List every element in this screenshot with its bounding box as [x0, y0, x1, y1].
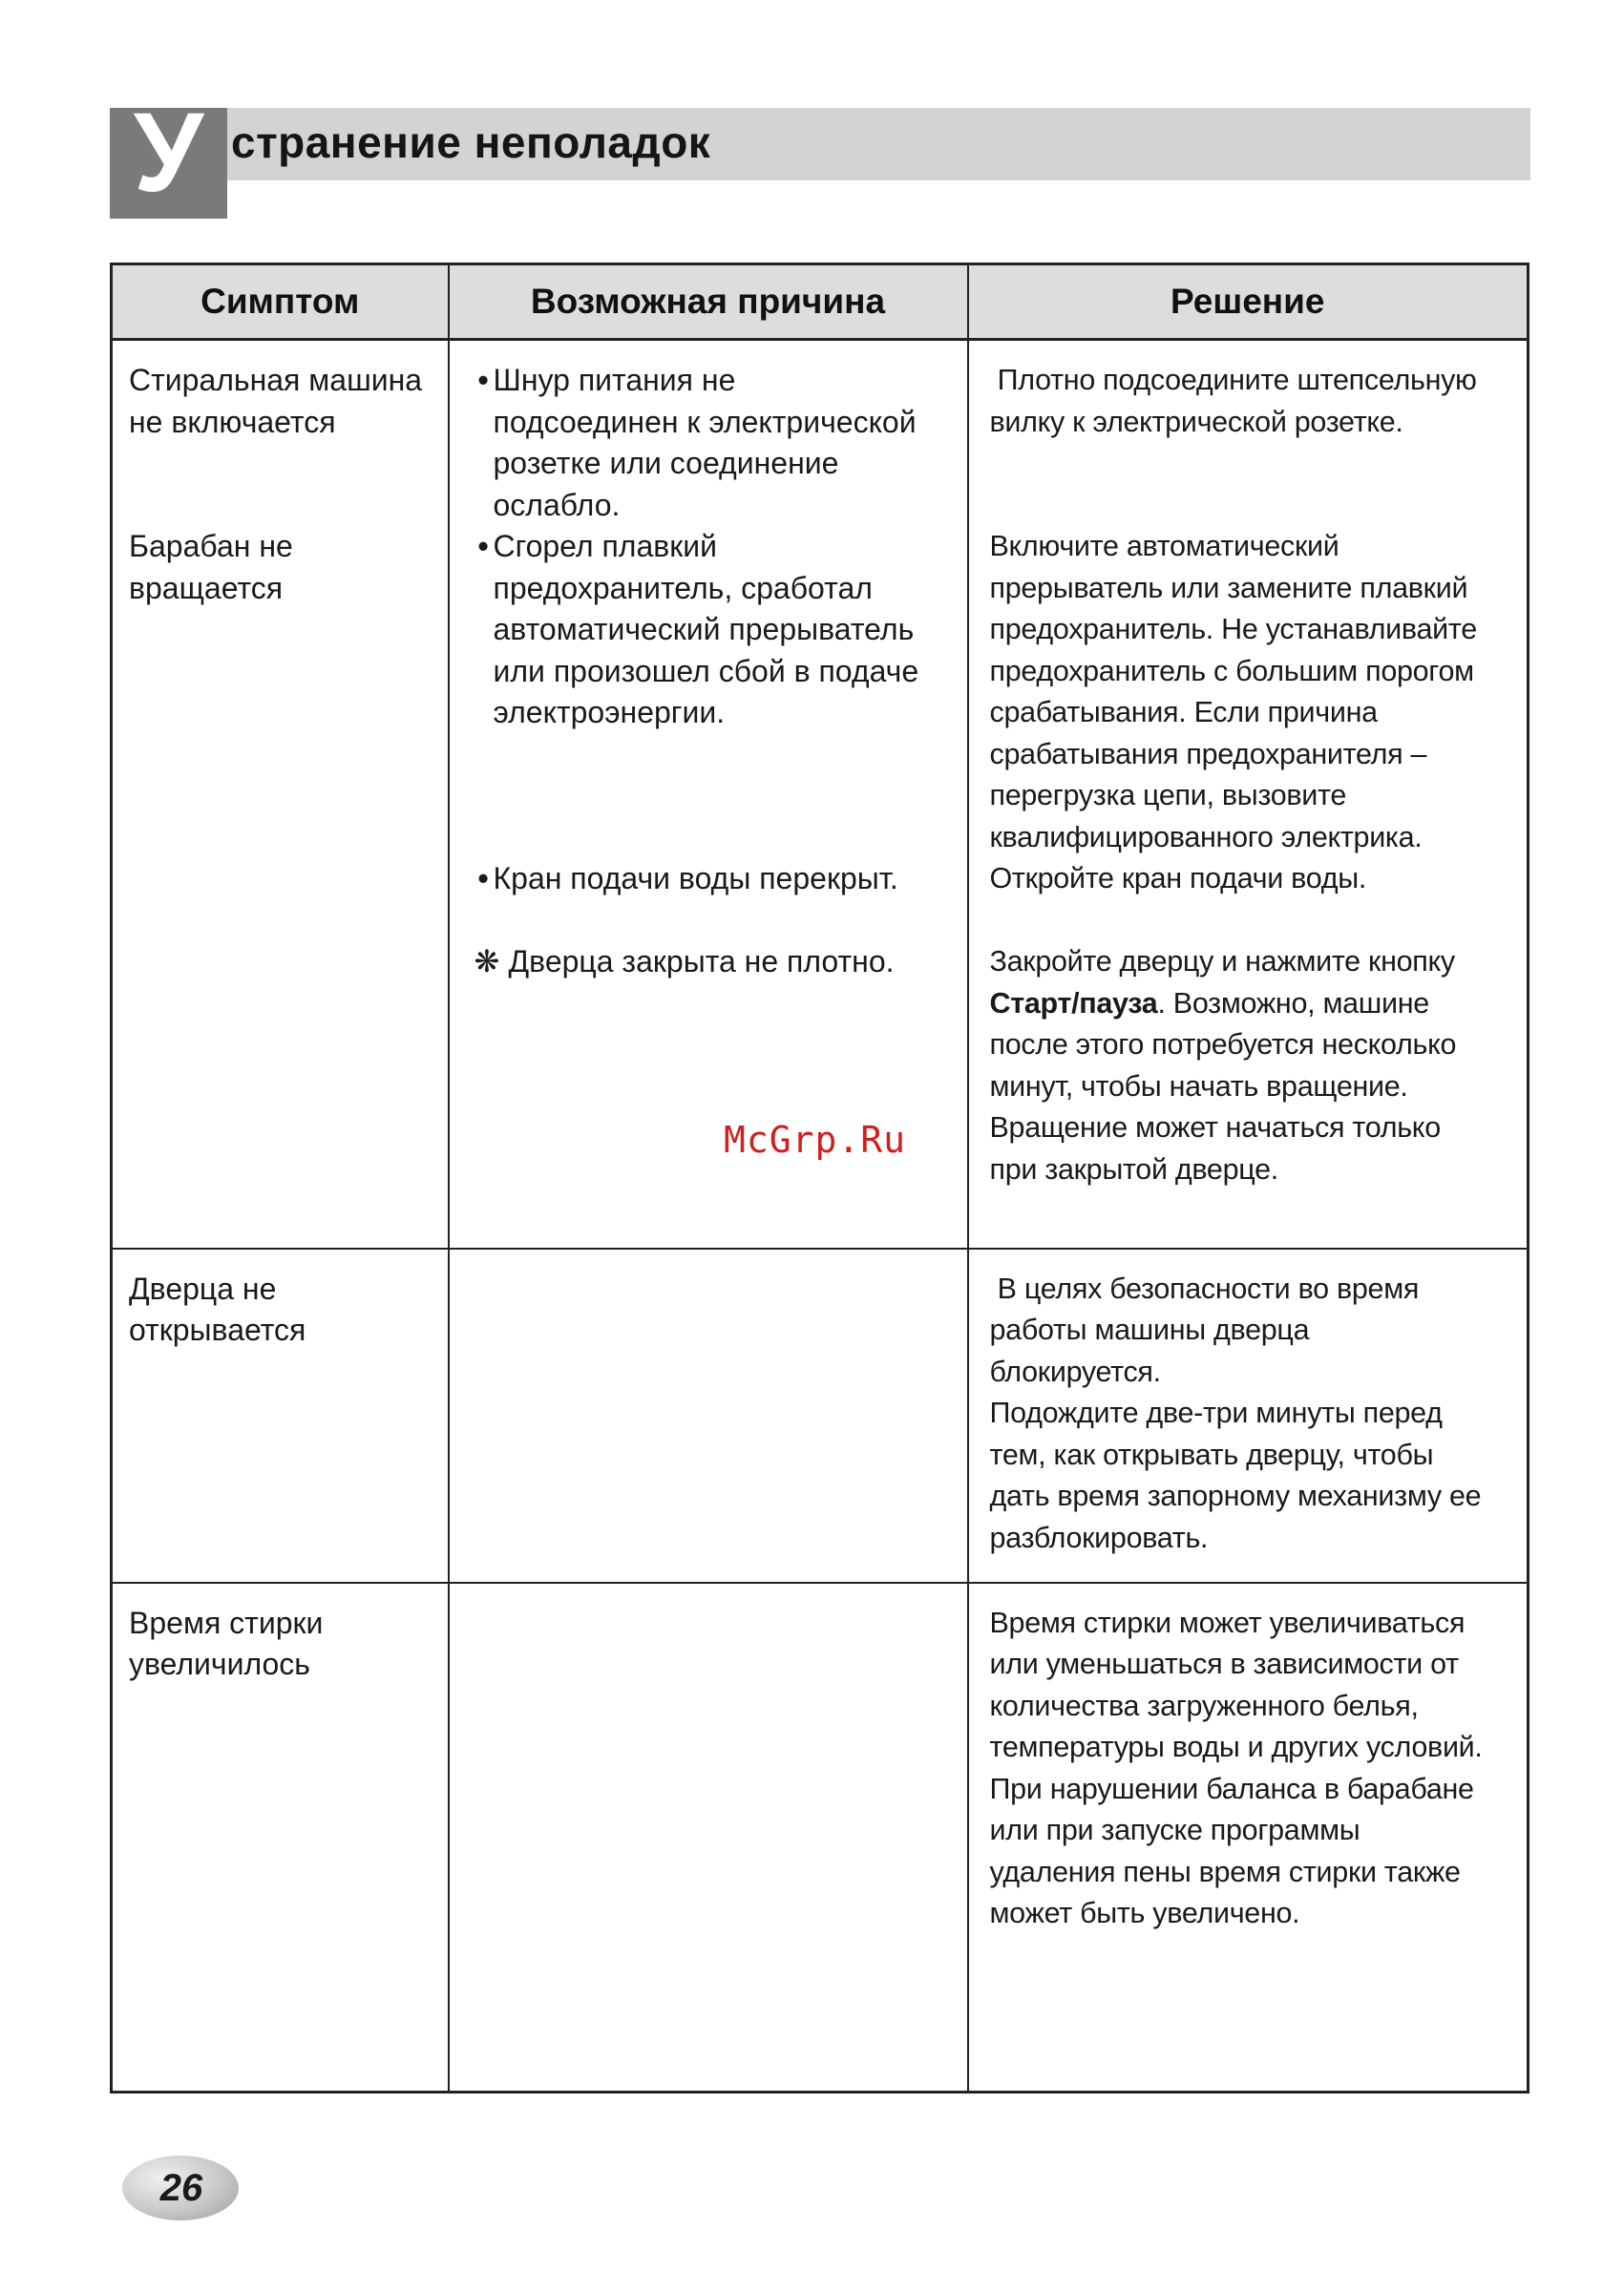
solution-line: при закрытой дверце.: [989, 1152, 1278, 1186]
solution-line: или уменьшаться в зависимости от: [989, 1648, 1459, 1680]
symptom-text: [129, 1603, 323, 1686]
solution-line-tail: . Возможно, машине: [1157, 986, 1429, 1020]
solution-line: блокируется.: [989, 1355, 1161, 1388]
table-header-row: [112, 264, 1529, 340]
solution-cell: [968, 340, 1529, 1249]
solution-line: температуры воды и других условий.: [989, 1731, 1483, 1763]
page-number: 26: [159, 2167, 203, 2209]
solution-text: [990, 360, 1477, 443]
symptom-cell: [112, 1249, 449, 1583]
solution-line: количества загруженного белья,: [989, 1689, 1419, 1722]
solution-line: вилку к электрической розетке.: [989, 405, 1403, 438]
solution-line: прерыватель или замените плавкий: [989, 571, 1468, 604]
cause-cell: [449, 1249, 968, 1583]
symptom-line: не включается: [129, 404, 336, 439]
solution-line: срабатывания. Если причина: [989, 696, 1378, 728]
solution-line: минут, чтобы начать вращение.: [989, 1069, 1408, 1103]
solution-line: [990, 983, 1457, 1025]
cause-cell: [449, 340, 968, 1249]
symptom-text: [129, 360, 422, 443]
symptom-text: [129, 526, 293, 609]
solution-line: Откройте кран подачи воды.: [989, 862, 1366, 894]
solution-line: разблокировать.: [989, 1521, 1209, 1554]
symptom-line: Дверца не: [129, 1271, 277, 1306]
solution-line: Вращение может начаться только: [989, 1111, 1441, 1144]
cause-line: или произошел сбой в подаче: [493, 653, 919, 688]
header-symptom: Симптом: [112, 264, 449, 340]
cause-line: Сгорел плавкий: [493, 529, 718, 563]
symptom-line: Стиральная машина: [129, 363, 423, 397]
solution-line: Включите автоматический: [989, 530, 1339, 562]
solution-line: Подождите две-три минуты перед: [989, 1397, 1443, 1429]
table-row: [112, 340, 1529, 1249]
symptom-line: Барабан не: [129, 529, 293, 563]
cause-line: предохранитель, сработал: [493, 570, 873, 605]
solution-line: В целях безопасности во время: [989, 1272, 1420, 1305]
solution-text: [990, 1269, 1482, 1560]
solution-line: предохранитель с большим порогом: [989, 654, 1474, 687]
cause-item: [478, 858, 956, 900]
cause-line: Дверца закрыта не плотно.: [508, 944, 895, 979]
solution-line: предохранитель. Не устанавливайте: [989, 613, 1477, 645]
asterisk-note-icon: ❋: [474, 944, 500, 979]
solution-line: При нарушении баланса в барабане: [989, 1772, 1474, 1805]
solution-text: [990, 526, 1477, 858]
solution-line: удаления пены время стирки также: [989, 1855, 1461, 1888]
solution-line: квалифицированного электрика.: [989, 820, 1423, 853]
cause-line: Кран подачи воды перекрыт.: [493, 861, 898, 895]
cause-item: [474, 941, 956, 983]
solution-text: [990, 1603, 1483, 1935]
solution-line: Плотно подсоедините штепсельную: [989, 364, 1477, 396]
symptom-cell: [112, 1583, 449, 2093]
solution-line: тем, как открывать дверцу, чтобы: [989, 1438, 1434, 1471]
solution-line: или при запуске программы: [989, 1814, 1360, 1846]
cause-cell: [449, 1583, 968, 2093]
bullet-icon: •: [477, 861, 489, 895]
symptom-text: [129, 1269, 306, 1352]
table-row: [112, 1583, 1529, 2093]
cause-item: [478, 360, 956, 526]
cause-line: электроэнергии.: [493, 695, 726, 729]
solution-line: Время стирки может увеличиваться: [989, 1606, 1466, 1639]
symptom-line: вращается: [129, 570, 284, 605]
solution-line: Закройте дверцу и нажмите кнопку: [989, 945, 1455, 978]
symptom-line: открывается: [129, 1313, 306, 1347]
solution-cell: [968, 1583, 1529, 2093]
solution-line: после этого потребуется несколько: [989, 1028, 1457, 1061]
solution-line: дать время запорному механизму ее: [989, 1480, 1482, 1512]
cause-line: автоматический прерыватель: [493, 612, 915, 646]
bullet-icon: •: [477, 363, 489, 397]
symptom-line: увеличилось: [129, 1647, 310, 1681]
solution-text: [990, 941, 1457, 1190]
solution-text: [990, 858, 1367, 900]
cause-line: подсоединен к электрической: [493, 404, 917, 439]
solution-line: работы машины дверца: [989, 1314, 1310, 1346]
header-solution: Решение: [968, 264, 1529, 340]
header-cause: Возможная причина: [449, 264, 968, 340]
solution-line: срабатывания предохранителя –: [989, 737, 1427, 770]
solution-cell: [968, 1249, 1529, 1583]
table-row: [112, 1249, 1529, 1583]
solution-line: перегрузка цепи, вызовите: [989, 779, 1346, 811]
solution-line: может быть увеличено.: [989, 1897, 1300, 1929]
bullet-icon: •: [477, 529, 489, 563]
cause-item: [478, 526, 956, 734]
cause-line: ослабло.: [493, 487, 621, 522]
cause-line: Шнур питания не: [493, 363, 736, 397]
page-title: странение неполадок: [231, 117, 711, 167]
title-initial: У: [133, 90, 204, 216]
troubleshooting-table: [110, 263, 1529, 2094]
watermark: McGrp.Ru: [724, 1119, 907, 1161]
symptom-cell: [112, 340, 449, 1249]
cause-line: розетке или соединение: [493, 446, 839, 480]
start-pause-label: Старт/пауза: [989, 986, 1158, 1020]
symptom-line: Время стирки: [129, 1605, 324, 1640]
